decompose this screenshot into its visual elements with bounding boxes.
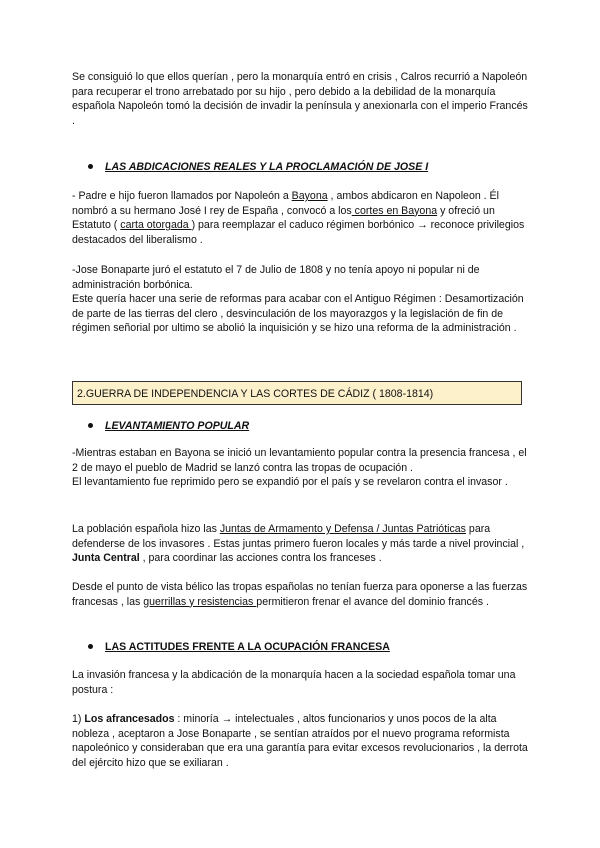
heading-levantamiento: LEVANTAMIENTO POPULAR	[88, 419, 528, 434]
link-bayona: Bayona	[291, 190, 328, 202]
link-cortes-bayona: cortes en Bayona	[351, 204, 438, 217]
paragraph-afrancesados: 1) Los afrancesados : minoría → intelectuales , altos funcionarios y unos pocos de la alta nobleza , aceptaron a Jose Bonaparte , se sentían atraídos por el nuevo programa reformista napoleónico y consideraban que era una garantía para evitar excesos revolucionarios , la derrota del ejército hizo que se exiliaran .	[72, 713, 528, 769]
paragraph-crisis: Se consiguió lo que ellos querían , pero la monarquía entró en crisis , Calros recurrió a Napoleón para recuperar el trono arrebatado por su hijo , pero debido a la debilidad de la monarquía española Napoleón tomó la decisión de invadir la península y anexionarla con el imperio Francés .	[72, 71, 528, 127]
paragraph-juntas: La población española hizo las Juntas de Armamento y Defensa / Juntas Patrióticas para defenderse de los invasores . Estas juntas primero fueron locales y más tarde a nivel provincial , Junta Central , para coordinar las acciones contra los franceses .	[72, 523, 525, 565]
section-title-box: 2.GUERRA DE INDEPENDENCIA Y LAS CORTES DE CÁDIZ ( 1808-1814)	[72, 381, 522, 405]
heading-actitudes: LAS ACTITUDES FRENTE A LA OCUPACIÓN FRANCESA	[88, 640, 528, 655]
paragraph-levantamiento: -Mientras estaban en Bayona se inició un levantamiento popular contra la presencia francesa , el 2 de mayo el pueblo de Madrid se lanzó contra las tropas de ocupación . El levantamiento fue reprimido pero se expandió por el país y se revelaron contra el invasor .	[72, 447, 527, 489]
paragraph-bayona: - Padre e hijo fueron llamados por Napoleón a Bayona , ambos abdicaron en Napoleon . Él nombró a su hermano José I rey de España , convocó a los cortes en Bayona y ofreció un Estatuto ( carta otorgada ) para reemplazar el caduco régimen borbónico → reconoce privilegios destacados del liberalismo .	[72, 190, 525, 246]
link-juntas: Juntas de Armamento y Defensa / Juntas Patrióticas	[219, 523, 466, 535]
link-carta-otorgada: carta otorgada	[120, 219, 192, 232]
paragraph-postura: La invasión francesa y la abdicación de la monarquía hacen a la sociedad española tomar una postura :	[72, 669, 516, 696]
paragraph-estatuto: -Jose Bonaparte juró el estatuto el 7 de Julio de 1808 y no tenía apoyo ni popular ni de administración borbónica. Este quería hacer una serie de reformas para acabar con el Antiguo Régimen : Desamortización de parte de las tierras del clero , desvinculación de los mayorazgos y la legislación de fin de régimen señorial por ultimo se abolió la inquisición y se hizo una reforma de la administración .	[72, 264, 524, 335]
bullet-icon	[88, 644, 93, 649]
bullet-icon	[88, 423, 93, 428]
paragraph-guerrillas: Desde el punto de vista bélico las tropas españolas no tenían fuerza para oponerse a las fuerzas francesas , las guerrillas y resistencias permitieron frenar el avance del dominio francés .	[72, 581, 528, 608]
heading-abdicaciones: LAS ABDICACIONES REALES Y LA PROCLAMACIÓN DE JOSE I	[88, 160, 528, 175]
bullet-icon	[88, 164, 93, 169]
link-guerrillas: guerrillas y resistencias	[143, 595, 257, 608]
